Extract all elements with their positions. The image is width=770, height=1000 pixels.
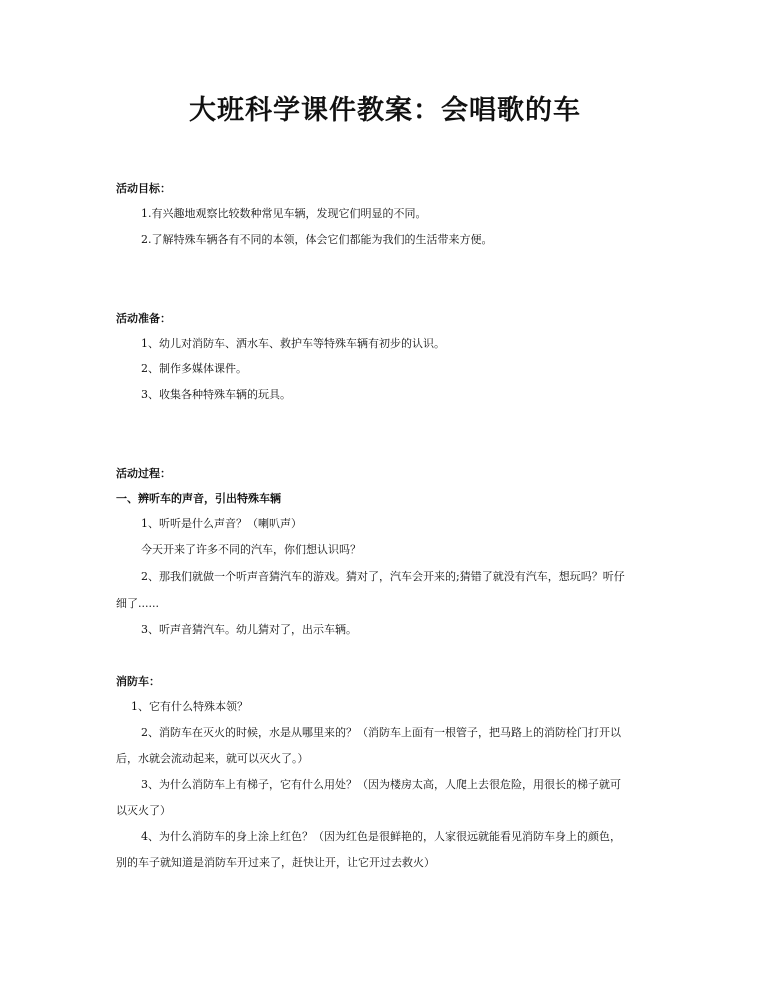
firetruck-question-4-line-2: 别的车子就知道是消防车开过来了，赶快让开，让它开过去救火） — [116, 856, 435, 869]
firetruck-heading: 消防车： — [116, 675, 160, 688]
prep-heading: 活动准备： — [116, 312, 171, 325]
firetruck-question-3-line-2: 以灭火了） — [116, 804, 171, 817]
firetruck-question-1: 1、它有什么特殊本领？ — [131, 700, 248, 713]
goals-item-1: 1.有兴趣地观察比较数种常见车辆，发现它们明显的不同。 — [141, 207, 427, 220]
prep-item-3: 3、收集各种特殊车辆的玩具。 — [141, 388, 291, 401]
prep-item-2: 2、制作多媒体课件。 — [141, 362, 247, 375]
process-paragraph-3-line-2: 细了...... — [116, 597, 159, 610]
firetruck-question-3-line-1: 3、为什么消防车上有梯子，它有什么用处？（因为楼房太高，人爬上去很危险，用很长的梯子就可 — [141, 778, 621, 791]
process-paragraph-3-line-1: 2、那我们就做一个听声音猜汽车的游戏。猜对了，汽车会开来的;猜错了就没有汽车，想玩吗？听仔 — [141, 570, 625, 583]
firetruck-question-4-line-1: 4、为什么消防车的身上涂上红色？（因为红色是很鲜艳的，人家很远就能看见消防车身上的颜色， — [141, 830, 621, 843]
process-paragraph-1: 1、听听是什么声音？（喇叭声） — [141, 517, 302, 530]
process-sub-heading: 一、辨听车的声音，引出特殊车辆 — [116, 492, 281, 505]
process-heading: 活动过程： — [116, 467, 171, 480]
firetruck-question-2-line-2: 后，水就会流动起来，就可以灭火了。） — [116, 752, 309, 765]
process-paragraph-4: 3、听声音猜汽车。幼儿猜对了，出示车辆。 — [141, 623, 357, 636]
document-title: 大班科学课件教案：会唱歌的车 — [189, 95, 581, 126]
goals-heading: 活动目标： — [116, 182, 171, 195]
goals-item-2: 2.了解特殊车辆各有不同的本领，体会它们都能为我们的生活带来方便。 — [141, 233, 493, 246]
process-paragraph-2: 今天开来了许多不同的汽车，你们想认识吗？ — [141, 543, 361, 556]
firetruck-question-2-line-1: 2、消防车在灭火的时候，水是从哪里来的？（消防车上面有一根管子，把马路上的消防栓门打开以 — [141, 726, 621, 739]
prep-item-1: 1、幼儿对消防车、洒水车、救护车等特殊车辆有初步的认识。 — [141, 337, 445, 350]
